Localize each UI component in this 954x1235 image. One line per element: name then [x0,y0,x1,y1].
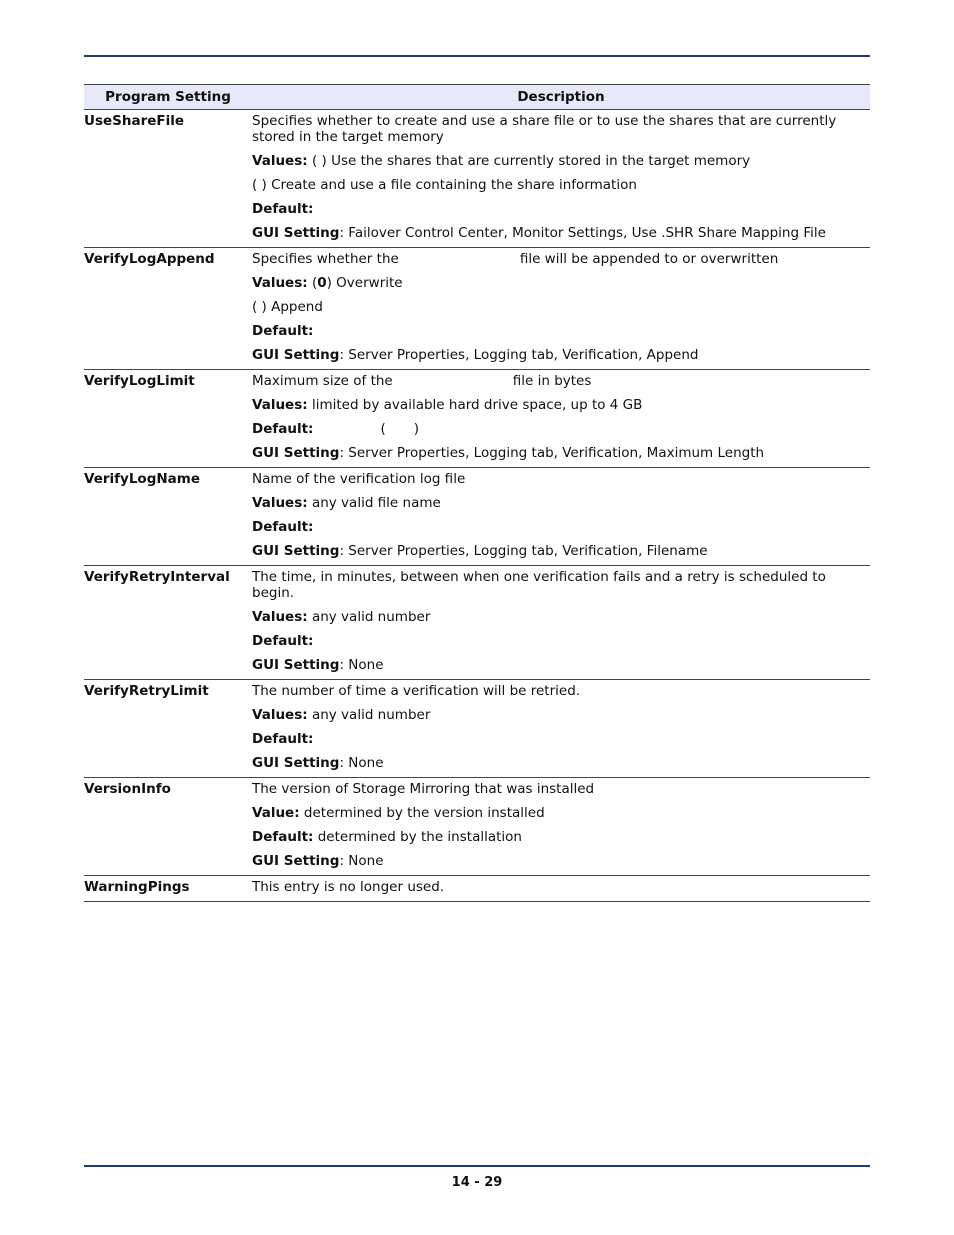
gui-setting-label: GUI Setting [252,225,340,241]
gui-setting-line [252,346,870,363]
values-extra-line: ( ) Append [252,299,323,315]
setting-description [252,680,870,778]
values-line [252,274,870,291]
values-pre: ( [307,275,318,291]
setting-name: VerifyRetryLimit [84,680,252,778]
header-rule [84,55,870,57]
default-line [252,518,870,535]
default-line [252,828,870,845]
value-line [252,804,870,821]
setting-name: VerifyLogName [84,468,252,566]
gui-setting-label: GUI Setting [252,543,340,559]
description-text: The time, in minutes, between when one verification fails and a retry is scheduled to begin. [252,569,826,601]
table-row [84,876,870,902]
values-text: limited by available hard drive space, up to 4 GB [307,397,643,413]
default-label: Default: [252,633,314,649]
description-start: Maximum size of the [252,373,393,389]
values-extra-line: ( ) Create and use a file containing the share information [252,177,637,193]
gui-setting-label: GUI Setting [252,347,340,363]
setting-description [252,876,870,902]
gui-setting-text: : None [339,657,384,673]
program-settings-table [84,84,870,902]
description-text: The version of Storage Mirroring that was installed [252,781,595,797]
setting-description [252,248,870,370]
default-text: determined by the installation [313,829,522,845]
description-start: Specifies whether the [252,251,399,267]
description-text: Name of the verification log file [252,471,466,487]
values-text: any valid number [307,707,431,723]
gui-setting-text: : None [339,755,384,771]
values-line [252,396,870,413]
default-label: Default: [252,519,314,535]
values-label: Values: [252,609,308,625]
gui-setting-line [252,542,870,559]
setting-description [252,566,870,680]
values-line [252,706,870,723]
values-text: any valid file name [307,495,441,511]
values-line [252,608,870,625]
description-end: file in bytes [512,373,592,389]
column-header-program-setting: Program Setting [84,85,252,110]
default-line [252,200,870,217]
gui-setting-label: GUI Setting [252,657,340,673]
table-row [84,778,870,876]
page-number: 14 - 29 [451,1175,503,1190]
table-row [84,248,870,370]
gui-setting-text: : Server Properties, Logging tab, Verification, Filename [339,543,708,559]
gui-setting-label: GUI Setting [252,853,340,869]
setting-name: WarningPings [84,876,252,902]
setting-name: VerifyLogAppend [84,248,252,370]
setting-description [252,370,870,468]
setting-name: VersionInfo [84,778,252,876]
setting-description [252,110,870,248]
value-label: Value: [252,805,300,821]
table-row [84,566,870,680]
gui-setting-line [252,656,870,673]
table-row [84,110,870,248]
default-open-paren: ( [380,421,386,437]
table-header-row [84,85,870,110]
setting-description [252,468,870,566]
footer-rule [84,1165,870,1167]
default-label: Default: [252,323,314,339]
default-line [252,322,870,339]
description-text [252,250,870,267]
table-row [84,680,870,778]
default-label: Default: [252,731,314,747]
values-line [252,152,870,169]
values-label: Values: [252,275,308,291]
gui-setting-text: : Server Properties, Logging tab, Verification, Maximum Length [339,445,765,461]
value-text: determined by the version installed [299,805,545,821]
values-text: any valid number [307,609,431,625]
values-label: Values: [252,153,308,169]
values-label: Values: [252,397,308,413]
setting-name: VerifyLogLimit [84,370,252,468]
column-header-description: Description [252,85,870,110]
table-row [84,468,870,566]
setting-name: VerifyRetryInterval [84,566,252,680]
gui-setting-line [252,754,870,771]
description-text: The number of time a verification will be retried. [252,683,581,699]
gui-setting-text: : Failover Control Center, Monitor Settings, Use .SHR Share Mapping File [339,225,826,241]
description-text: This entry is no longer used. [252,879,445,895]
values-text: ( ) Use the shares that are currently stored in the target memory [311,153,751,169]
values-line [252,494,870,511]
gui-setting-text: : Server Properties, Logging tab, Verification, Append [339,347,699,363]
gui-setting-line [252,224,870,241]
gui-setting-text: : None [339,853,384,869]
description-text [252,372,870,389]
default-line [252,632,870,649]
gui-setting-line [252,852,870,869]
default-line [252,730,870,747]
values-post: ) Overwrite [326,275,403,291]
default-label: Default: [252,829,314,845]
table-row [84,370,870,468]
default-label: Default: [252,201,314,217]
gui-setting-line [252,444,870,461]
default-label: Default: [252,421,314,437]
values-label: Values: [252,495,308,511]
setting-description [252,778,870,876]
gui-setting-label: GUI Setting [252,445,340,461]
description-end: file will be appended to or overwritten [519,251,779,267]
default-line [252,420,870,437]
setting-name: UseShareFile [84,110,252,248]
values-bold: 0 [317,275,327,291]
default-close-paren: ) [413,421,419,437]
values-label: Values: [252,707,308,723]
gui-setting-label: GUI Setting [252,755,340,771]
description-text: Specifies whether to create and use a share file or to use the shares that are currently stored in the target memory [252,113,837,145]
